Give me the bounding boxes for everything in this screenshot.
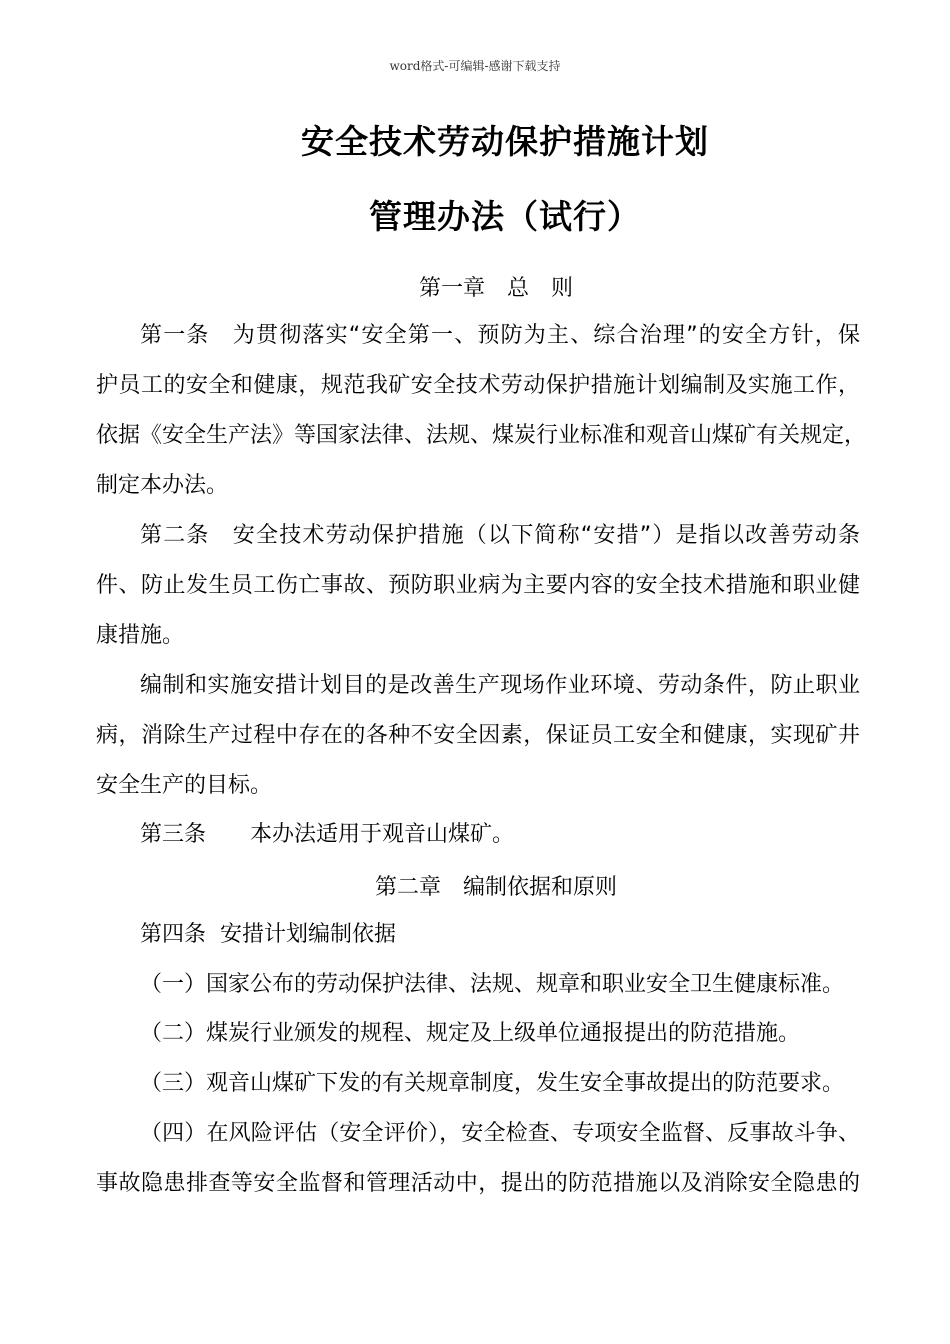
basis-item-4-line-2: 事故隐患排查等安全监督和管理活动中，提出的防范措施以及消除安全隐患的: [96, 1171, 860, 1196]
page-header-note: word格式-可编辑-感谢下载支持: [389, 59, 561, 73]
article-1-line-2: 护员工的安全和健康，规范我矿安全技术劳动保护措施计划编制及实施工作，: [96, 373, 860, 398]
basis-item-3: （三）观音山煤矿下发的有关规章制度，发生安全事故提出的防范要求。: [140, 1071, 845, 1096]
purpose-line-1: 编制和实施安措计划目的是改善生产现场作业环境、劳动条件，防止职业: [140, 673, 860, 698]
article-1-line-4: 制定本办法。: [96, 473, 229, 498]
basis-item-4-line-1: （四）在风险评估（安全评价），安全检查、专项安全监督、反事故斗争、: [140, 1121, 860, 1146]
chapter-1-heading: 第一章 总 则: [418, 276, 573, 301]
article-1-line-3: 依据《安全生产法》等国家法律、法规、煤炭行业标准和观音山煤矿有关规定，: [96, 423, 867, 448]
article-4-title: 第四条 安措计划编制依据: [140, 922, 396, 947]
article-3: 第三条 本办法适用于观音山煤矿。: [140, 822, 515, 847]
basis-item-1: （一）国家公布的劳动保护法律、法规、规章和职业安全卫生健康标准。: [140, 972, 845, 997]
basis-item-2: （二）煤炭行业颁发的规程、规定及上级单位通报提出的防范措施。: [140, 1021, 801, 1046]
document-title-line-2: 管理办法（试行）: [369, 197, 641, 236]
article-2-line-2: 件、防止发生员工伤亡事故、预防职业病为主要内容的安全技术措施和职业健: [96, 573, 860, 598]
article-2-line-3: 康措施。: [96, 623, 185, 648]
chapter-2-heading: 第二章 编制依据和原则: [374, 875, 617, 900]
article-1-line-1: 第一条 为贯彻落实“安全第一、预防为主、综合治理”的安全方针，保: [140, 323, 860, 348]
article-2-line-1: 第二条 安全技术劳动保护措施（以下简称“安措”）是指以改善劳动条: [140, 523, 860, 548]
document-title-line-1: 安全技术劳动保护措施计划: [301, 122, 709, 161]
purpose-line-3: 安全生产的目标。: [96, 773, 273, 798]
purpose-line-2: 病，消除生产过程中存在的各种不安全因素，保证员工安全和健康，实现矿井: [96, 723, 860, 748]
